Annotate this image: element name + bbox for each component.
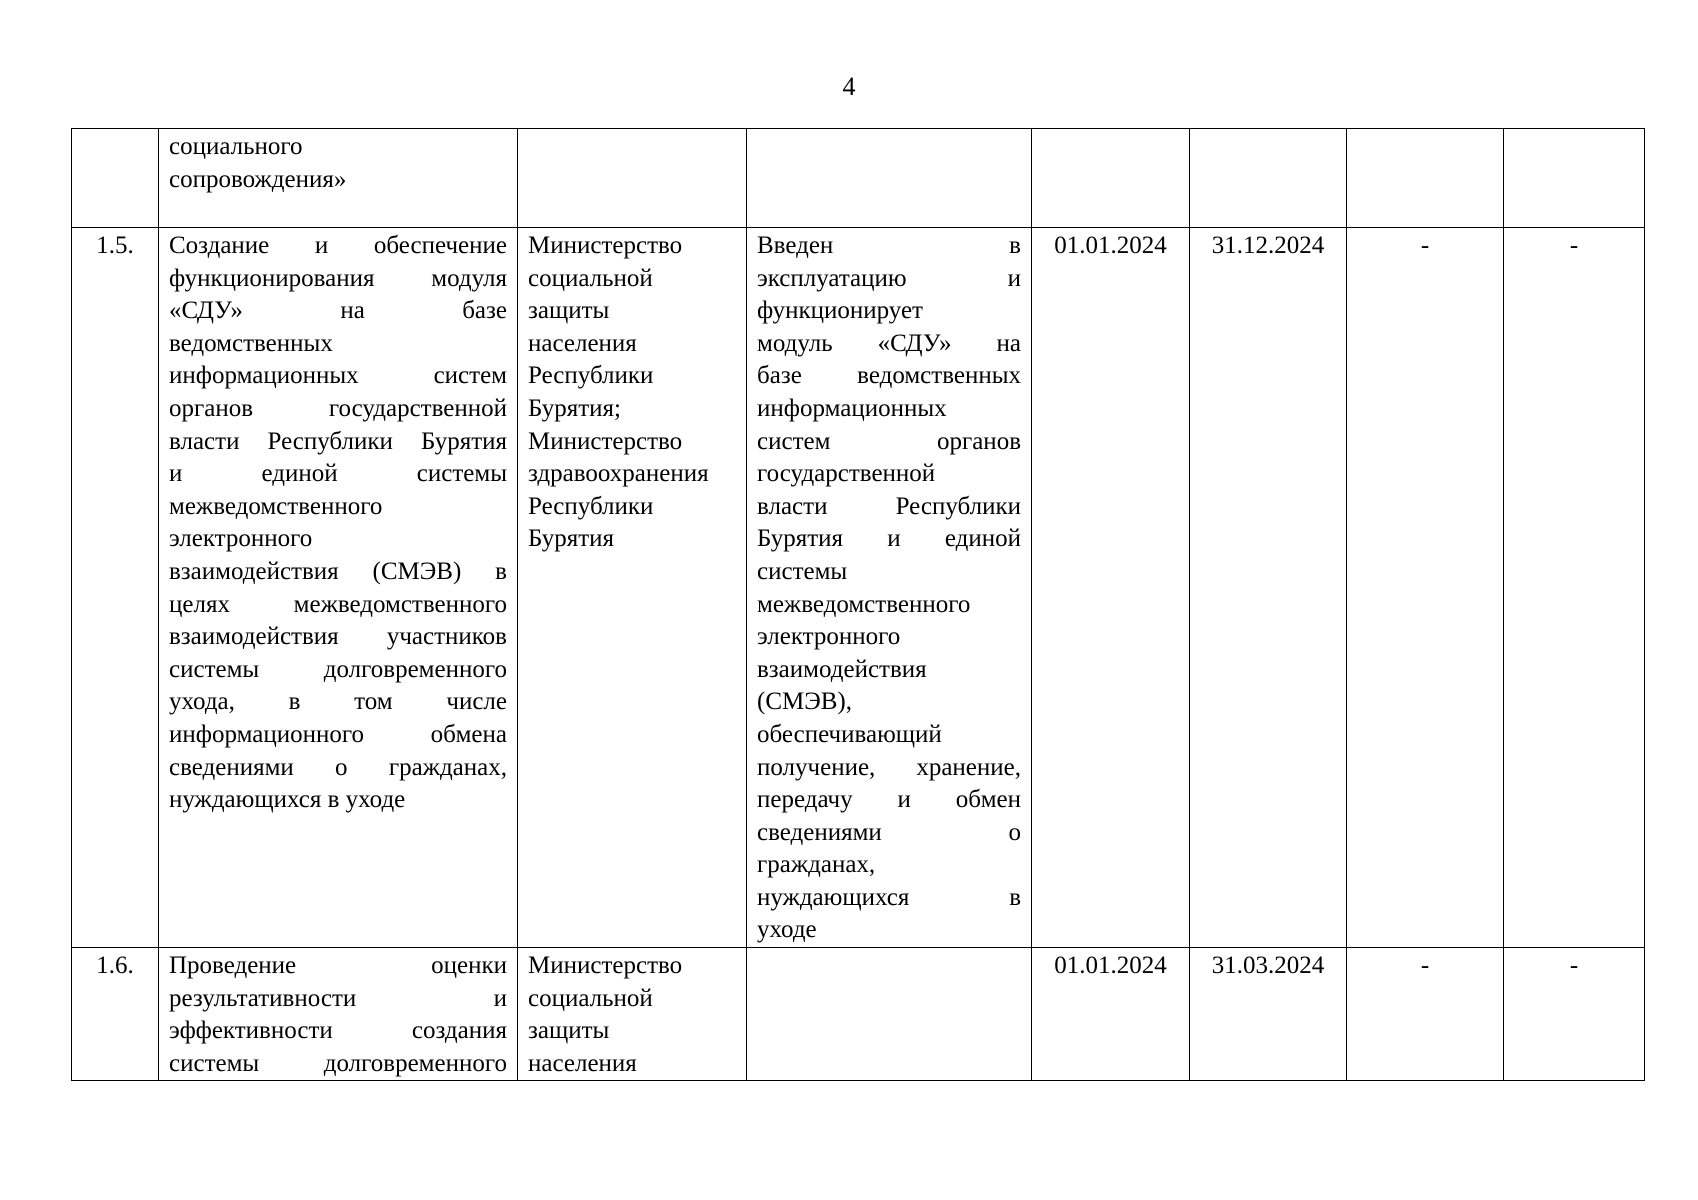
- cell-text-line: ведомственных: [169, 329, 333, 357]
- column-7-cell: -: [1347, 228, 1504, 948]
- cell-text-line: базе ведомственных: [757, 362, 1021, 390]
- cell-text-line: взаимодействия (СМЭВ) в: [169, 557, 507, 585]
- measure-cell: [159, 948, 518, 1081]
- cell-text-line: информационного обмена: [169, 720, 507, 748]
- cell-text-line: Бурятия: [528, 525, 615, 553]
- start-date-cell: 01.01.2024: [1032, 948, 1190, 1081]
- cell-text-line: целях межведомственного: [169, 590, 507, 618]
- responsible-cell: [518, 948, 747, 1081]
- cell-text-line: нуждающихся в: [757, 883, 1021, 911]
- cell-text-line: здравоохранения: [528, 460, 709, 488]
- cell-text-line: Введен в: [757, 232, 1021, 259]
- cell-text-line: нуждающихся в уходе: [169, 786, 406, 814]
- cell-text-line: социальной: [528, 264, 653, 292]
- cell-text-line: системы долговременного: [169, 655, 507, 683]
- cell-text-line: обеспечивающий: [757, 720, 942, 748]
- cell-text-line: Республики: [528, 492, 654, 520]
- cell-text-line: эксплуатацию и: [757, 264, 1021, 292]
- result-cell: [747, 228, 1032, 948]
- cell-text-line: социальной: [528, 984, 653, 1012]
- cell-text-line: Министерство: [528, 427, 683, 455]
- column-8-cell: -: [1504, 948, 1645, 1081]
- cell-text-line: органов государственной: [169, 394, 507, 422]
- cell-text-line: защиты: [528, 297, 610, 325]
- row-number-cell: 1.6.: [72, 948, 159, 1081]
- cell-text-line: передачу и обмен: [757, 786, 1021, 814]
- row-number-cell: 1.5.: [72, 228, 159, 948]
- result-cell: [747, 948, 1032, 1081]
- cell-text-line: и единой системы: [169, 460, 507, 488]
- cell-text-line: сведениями о гражданах,: [169, 753, 507, 781]
- cell-text-line: Министерство: [528, 952, 683, 980]
- cell-text-line: Министерство: [528, 232, 683, 259]
- cell-text-line: ухода, в том числе: [169, 688, 507, 716]
- cell-text-line: «СДУ» на базе: [169, 297, 507, 325]
- measure-cell: [159, 129, 518, 228]
- cell-text-line: защиты: [528, 1017, 610, 1045]
- column-8-cell: [1504, 129, 1645, 228]
- result-cell: [747, 129, 1032, 228]
- end-date-cell: 31.12.2024: [1190, 228, 1347, 948]
- responsible-cell: [518, 228, 747, 948]
- cell-text-line: взаимодействия: [757, 655, 927, 683]
- cell-text-line: населения: [528, 1049, 637, 1077]
- cell-text-line: систем органов: [757, 427, 1021, 455]
- cell-text-line: Проведение оценки: [169, 952, 507, 980]
- cell-text-line: Бурятия и единой: [757, 525, 1021, 553]
- end-date-cell: 31.03.2024: [1190, 948, 1347, 1081]
- column-7-cell: [1347, 129, 1504, 228]
- column-7-cell: -: [1347, 948, 1504, 1081]
- cell-text-line: функционирует: [757, 297, 923, 325]
- cell-text-line: сопровождения»: [169, 165, 347, 193]
- end-date-cell: [1190, 129, 1347, 228]
- cell-text-line: взаимодействия участников: [169, 623, 507, 651]
- responsible-cell: [518, 129, 747, 228]
- cell-text-line: (СМЭВ),: [757, 688, 852, 716]
- cell-text-line: социального: [169, 133, 303, 160]
- cell-text-line: Создание и обеспечение: [169, 232, 507, 259]
- cell-text-line: населения: [528, 329, 637, 357]
- cell-text-line: эффективности создания: [169, 1017, 507, 1045]
- cell-text-line: электронного: [169, 525, 313, 553]
- cell-text-line: получение, хранение,: [757, 753, 1021, 781]
- cell-text-line: межведомственного: [169, 492, 383, 520]
- cell-text-line: власти Республики: [757, 492, 1021, 520]
- cell-text-line: функционирования модуля: [169, 264, 507, 292]
- cell-text-line: модуль «СДУ» на: [757, 329, 1021, 357]
- column-8-cell: -: [1504, 228, 1645, 948]
- cell-text-line: результативности и: [169, 984, 507, 1012]
- table-body: [72, 129, 1645, 1081]
- cell-text-line: информационных: [757, 394, 947, 422]
- cell-text-line: межведомственного: [757, 590, 971, 618]
- cell-text-line: электронного: [757, 623, 901, 651]
- page-number: 4: [842, 72, 856, 101]
- cell-text-line: гражданах,: [757, 851, 876, 879]
- measure-cell: [159, 228, 518, 948]
- cell-text-line: уходе: [757, 916, 817, 944]
- cell-text-line: власти Республики Бурятия: [169, 427, 507, 455]
- cell-text-line: системы долговременного: [169, 1049, 507, 1077]
- table-row: [72, 129, 1645, 228]
- start-date-cell: 01.01.2024: [1032, 228, 1190, 948]
- cell-text-line: Республики: [528, 362, 654, 390]
- cell-text-line: государственной: [757, 460, 936, 488]
- cell-text-line: информационных систем: [169, 362, 507, 390]
- row-number-cell: [72, 129, 159, 228]
- table-row: [72, 228, 1645, 948]
- cell-text-line: сведениями о: [757, 818, 1021, 846]
- measures-table: [71, 128, 1645, 1081]
- cell-text-line: Бурятия;: [528, 394, 621, 422]
- start-date-cell: [1032, 129, 1190, 228]
- table-row: [72, 948, 1645, 1081]
- cell-text-line: системы: [757, 557, 848, 585]
